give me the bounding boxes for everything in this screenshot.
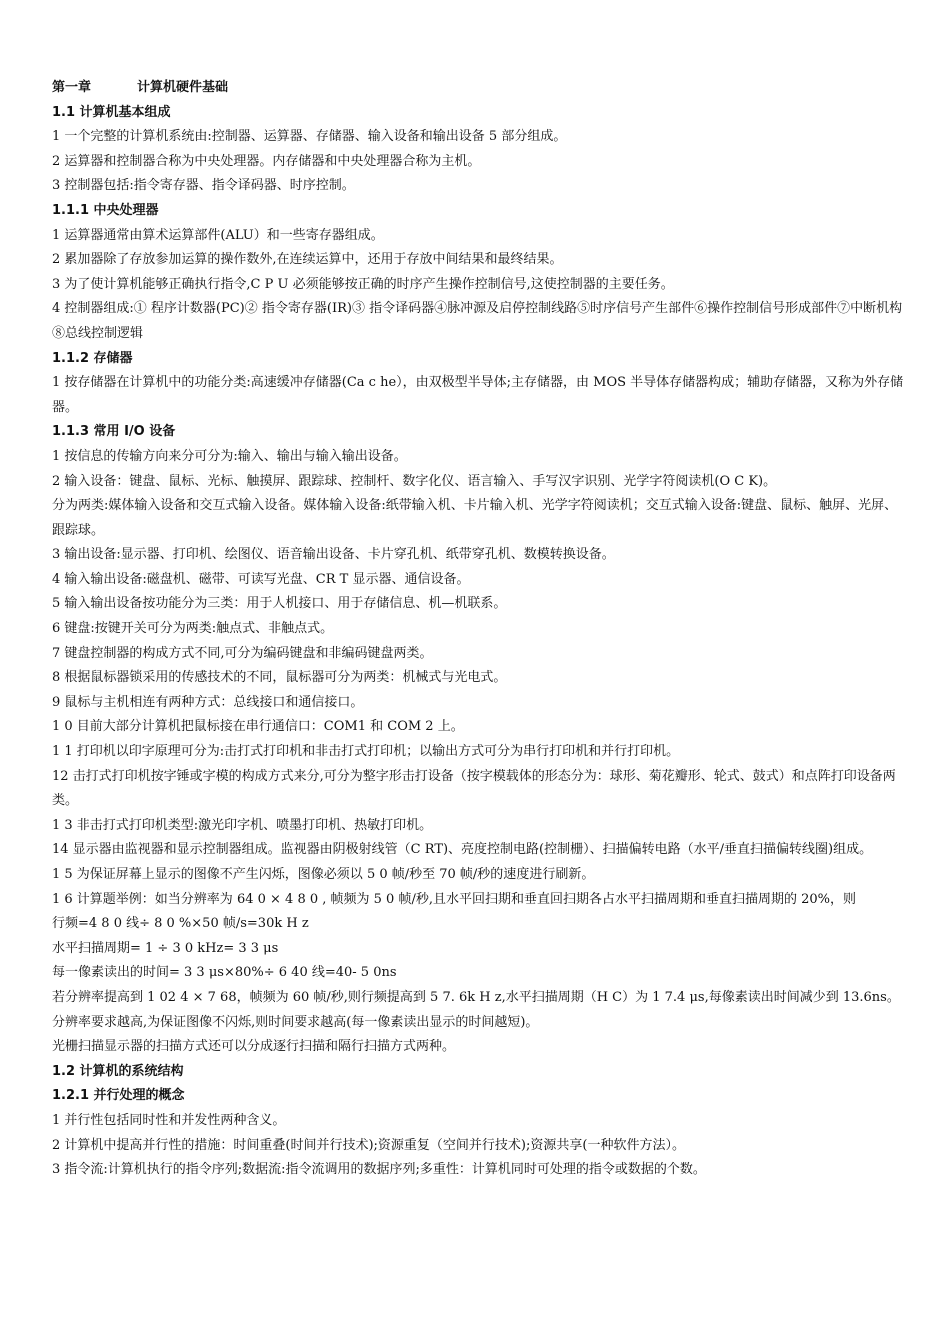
paragraph: 3 指令流:计算机执行的指令序列;数据流:指令流调用的数据序列;多重性：计算机同时可处理的指令或数据的个数。	[52, 1162, 706, 1178]
paragraph: 14 显示器由监视器和显示控制器组成。监视器由阴极射线管（C RT)、亮度控制电路(控制栅）、扫描偏转电路（水平/垂直扫描偏转线圈)组成。	[52, 842, 873, 858]
paragraph: 1 并行性包括同时性和并发性两种含义。	[52, 1112, 286, 1128]
section-heading-1-1-3: 1.1.3 常用 I/O 设备	[52, 424, 176, 440]
paragraph: 2 运算器和控制器合称为中央处理器。内存储器和中央处理器合称为主机。	[52, 153, 481, 169]
paragraph: 4 输入输出设备:磁盘机、磁带、可读写光盘、CR T 显示器、通信设备。	[52, 571, 470, 587]
paragraph: 2 累加器除了存放参加运算的操作数外,在连续运算中，还用于存放中间结果和最终结果。	[52, 252, 563, 268]
paragraph: 4 控制器组成:① 程序计数器(PC)② 指令寄存器(IR)③ 指令译码器④脉冲源及启停控制线路⑤时序信号产生部件⑥操作控制信号形成部件⑦中断机构⑧总线控制逻辑	[52, 301, 903, 341]
section-heading-1-2-1: 1.2.1 并行处理的概念	[52, 1088, 185, 1104]
paragraph: 光栅扫描显示器的扫描方式还可以分成逐行扫描和隔行扫描方式两种。	[52, 1039, 456, 1055]
paragraph: 若分辨率提高到 1 02 4 × 7 68，帧频为 60 帧/秒,则行频提高到 5 7. 6k H z,水平扫描周期（H C）为 1 7.4 μs,每像素读出时间减少到 13.6ns。	[52, 989, 900, 1005]
section-heading-1-2: 1.2 计算机的系统结构	[52, 1063, 184, 1079]
paragraph: 1 运算器通常由算术运算部件(ALU）和一些寄存器组成。	[52, 227, 384, 243]
section-heading-1-1-1: 1.1.1 中央处理器	[52, 202, 159, 218]
paragraph: 1 1 打印机以印字原理可分为:击打式打印机和非击打式打印机；以输出方式可分为串行打印机和并行打印机。	[52, 744, 680, 760]
paragraph: 8 根据鼠标器锁采用的传感技术的不同，鼠标器可分为两类：机械式与光电式。	[52, 670, 507, 686]
paragraph: 1 按存储器在计算机中的功能分类:高速缓冲存储器(Ca c he），由双极型半导体;主存储器，由 MOS 半导体存储器构成；辅助存储器，又称为外存储器。	[52, 375, 904, 415]
paragraph: 9 鼠标与主机相连有两种方式：总线接口和通信接口。	[52, 694, 364, 710]
paragraph: 1 一个完整的计算机系统由:控制器、运算器、存储器、输入设备和输出设备 5 部分组成。	[52, 129, 567, 145]
formula-line: 行频=4 8 0 线÷ 8 0 %×50 帧/s=30k H z	[52, 916, 309, 932]
paragraph: 3 为了使计算机能够正确执行指令,C P U 必须能够按正确的时序产生操作控制信号,这使控制器的主要任务。	[52, 276, 674, 292]
paragraph: 5 输入输出设备按功能分为三类：用于人机接口、用于存储信息、机—机联系。	[52, 596, 507, 612]
paragraph: 1 3 非击打式打印机类型:激光印字机、喷墨打印机、热敏打印机。	[52, 817, 433, 833]
section-heading-1-1: 1.1 计算机基本组成	[52, 104, 171, 120]
paragraph: 2 计算机中提高并行性的措施：时间重叠(时间并行技术);资源重复（空间并行技术);资源共享(一种软件方法）。	[52, 1137, 685, 1153]
paragraph: 分为两类:媒体输入设备和交互式输入设备。媒体输入设备:纸带输入机、卡片输入机、光学字符阅读机；交互式输入设备:键盘、鼠标、触屏、光屏、跟踪球。	[52, 498, 898, 538]
paragraph: 1 5 为保证屏幕上显示的图像不产生闪烁，图像必须以 5 0 帧/秒至 70 帧/秒的速度进行刷新。	[52, 867, 595, 882]
paragraph: 3 输出设备:显示器、打印机、绘图仪、语音输出设备、卡片穿孔机、纸带穿孔机、数模转换设备。	[52, 547, 615, 563]
paragraph: 12 击打式打印机按字锤或字模的构成方式来分,可分为整字形击打设备（按字模载体的形态分为：球形、菊花瓣形、轮式、鼓式）和点阵打印设备两类。	[52, 768, 896, 809]
paragraph: 1 0 目前大部分计算机把鼠标接在串行通信口：COM1 和 COM 2 上。	[52, 719, 464, 735]
paragraph: 7 键盘控制器的构成方式不同,可分为编码键盘和非编码键盘两类。	[52, 645, 433, 661]
section-heading-1-1-2: 1.1.2 存储器	[52, 350, 133, 366]
chapter-heading	[52, 76, 908, 101]
paragraph: 2 输入设备：键盘、鼠标、光标、触摸屏、跟踪球、控制杆、数字化仪、语言输入、手写汉字识别、光学字符阅读机(O C K)。	[52, 473, 777, 489]
paragraph: 6 键盘:按键开关可分为两类:触点式、非触点式。	[52, 621, 334, 637]
paragraph: 1 6 计算题举例：如当分辨率为 64 0 × 4 8 0 , 帧频为 5 0 帧/秒,且水平回扫期和垂直回扫期各占水平扫描周期和垂直扫描周期的 20%，则	[52, 891, 856, 907]
chapter-label: 第一章	[52, 80, 92, 95]
formula-line: 水平扫描周期= 1 ÷ 3 0 kHz= 3 3 μs	[52, 940, 279, 956]
formula-line: 每一像素读出的时间= 3 3 μs×80%÷ 6 40 线=40- 5 0ns	[52, 965, 397, 981]
paragraph: 1 按信息的传输方向来分可分为:输入、输出与输入输出设备。	[52, 448, 407, 464]
paragraph: 分辨率要求越高,为保证图像不闪烁,则时间要求越高(每一像素读出显示的时间越短)。	[52, 1014, 539, 1030]
chapter-title: 计算机硬件基础	[137, 80, 229, 95]
paragraph: 3 控制器包括:指令寄存器、指令译码器、时序控制。	[52, 178, 355, 194]
document-page	[52, 76, 908, 1183]
